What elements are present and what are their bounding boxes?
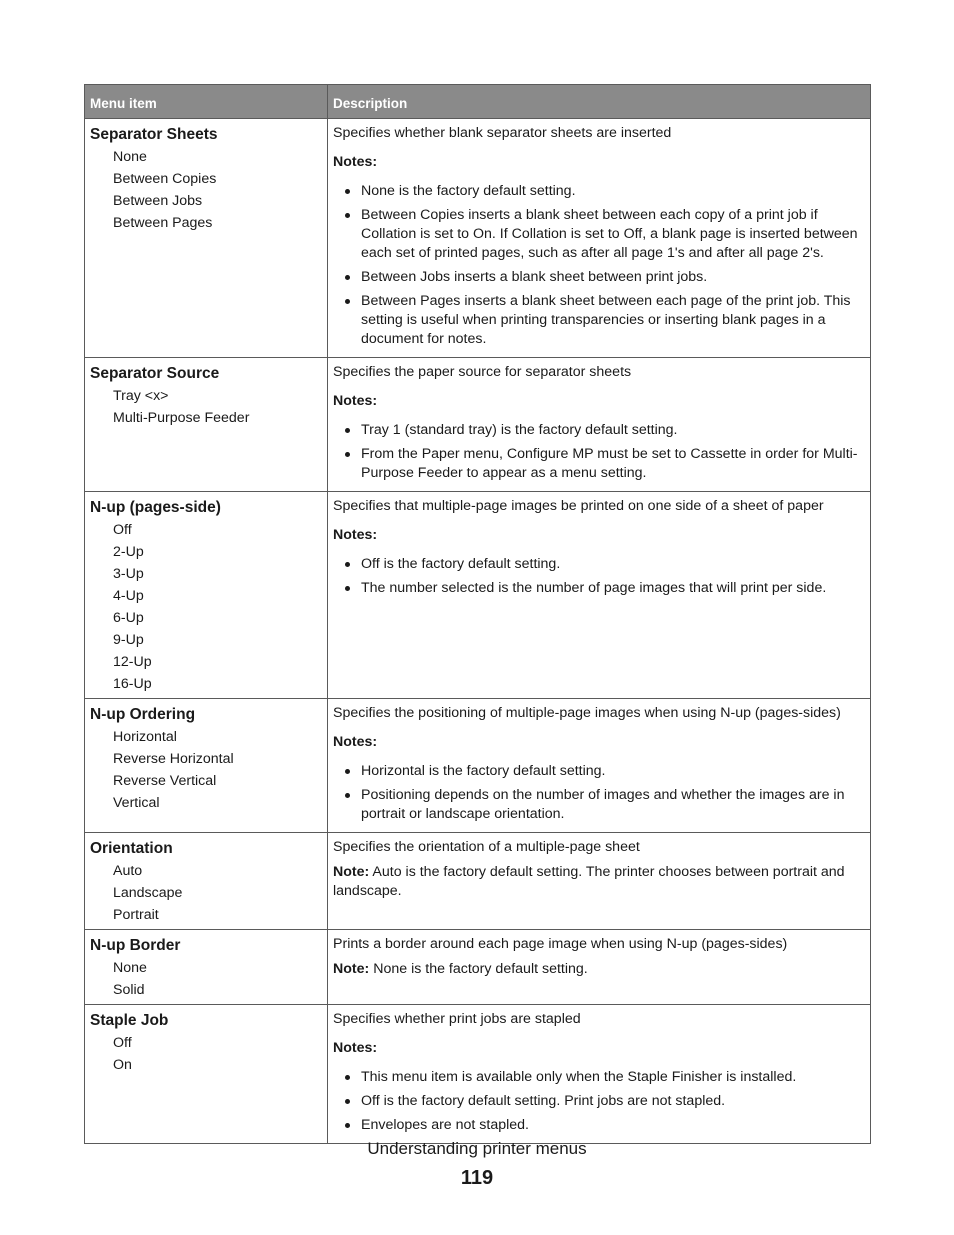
menu-item-cell (85, 930, 328, 1005)
menu-option: 4-Up (113, 588, 144, 604)
description-cell (328, 358, 871, 492)
notes-list (333, 555, 866, 598)
menu-option: Auto (113, 863, 143, 879)
table-row (85, 699, 871, 833)
footer-section-title: Understanding printer menus (367, 1139, 587, 1158)
note-item: The number selected is the number of page images that will print per side. (333, 579, 866, 598)
note-item: Between Copies inserts a blank sheet between each copy of a print job if Collation is set to On. If Collation is set to Off, a blank page is inserted between each set of printed pages, such as after all page 1's and after all page 2's. (333, 206, 866, 263)
note-item: Between Jobs inserts a blank sheet between print jobs. (333, 268, 866, 287)
menu-table (84, 84, 871, 1144)
menu-item-cell (85, 1005, 328, 1144)
menu-option: Vertical (113, 795, 160, 811)
description-text: Specifies that multiple-page images be printed on one side of a sheet of paper (333, 498, 824, 514)
header-menu-item: Menu item (85, 85, 328, 119)
menu-item-title: Orientation (90, 840, 173, 857)
note-item: Envelopes are not stapled. (333, 1116, 866, 1135)
notes-label: Notes: (333, 393, 378, 409)
menu-item-cell (85, 833, 328, 930)
header-description: Description (328, 85, 871, 119)
note-label: Note: (333, 961, 370, 977)
description-cell (328, 119, 871, 358)
menu-option: 3-Up (113, 566, 144, 582)
table-row (85, 930, 871, 1005)
menu-option: None (113, 149, 147, 165)
menu-item-cell (85, 119, 328, 358)
note-text: None is the factory default setting. (369, 961, 588, 977)
note-item: This menu item is available only when the Staple Finisher is installed. (333, 1068, 866, 1087)
menu-option: Tray <x> (113, 388, 169, 404)
menu-item-title: Separator Sheets (90, 126, 218, 143)
menu-option: Portrait (113, 907, 159, 923)
menu-option: Reverse Horizontal (113, 751, 234, 767)
notes-list (333, 762, 866, 824)
menu-option: Between Copies (113, 171, 217, 187)
note-item: None is the factory default setting. (333, 182, 866, 201)
table-row (85, 833, 871, 930)
menu-option: Multi-Purpose Feeder (113, 410, 250, 426)
menu-option: 2-Up (113, 544, 144, 560)
note-item: Off is the factory default setting. Print jobs are not stapled. (333, 1092, 866, 1111)
notes-list (333, 182, 866, 349)
notes-list (333, 421, 866, 483)
menu-item-cell (85, 492, 328, 699)
notes-label: Notes: (333, 734, 378, 750)
note-line (333, 960, 866, 979)
description-text: Specifies the paper source for separator sheets (333, 364, 632, 380)
menu-item-title: N-up Border (90, 937, 181, 954)
table-row (85, 492, 871, 699)
menu-option: 6-Up (113, 610, 144, 626)
notes-label: Notes: (333, 154, 378, 170)
menu-option: Off (113, 522, 132, 538)
note-item: Between Pages inserts a blank sheet between each page of the print job. This setting is useful when printing transparencies or inserting blank pages in a document for notes. (333, 292, 866, 349)
menu-option: None (113, 960, 147, 976)
menu-option: Landscape (113, 885, 183, 901)
menu-option: 9-Up (113, 632, 144, 648)
menu-item-title: N-up Ordering (90, 706, 196, 723)
note-item: Positioning depends on the number of images and whether the images are in portrait or landscape orientation. (333, 786, 866, 824)
description-text: Specifies whether print jobs are stapled (333, 1011, 581, 1027)
description-cell (328, 1005, 871, 1144)
description-cell (328, 699, 871, 833)
menu-option: Solid (113, 982, 145, 998)
description-text: Specifies whether blank separator sheets are inserted (333, 125, 672, 141)
page-number: 119 (460, 1167, 494, 1189)
notes-list (333, 1068, 866, 1135)
menu-option: Off (113, 1035, 132, 1051)
table-header-row (85, 85, 871, 119)
note-item: From the Paper menu, Configure MP must be set to Cassette in order for Multi-Purpose Feeder to appear as a menu setting. (333, 445, 866, 483)
menu-item-title: Staple Job (90, 1012, 169, 1029)
table-row (85, 1005, 871, 1144)
menu-option: Between Jobs (113, 193, 203, 209)
menu-option: Horizontal (113, 729, 177, 745)
description-cell (328, 930, 871, 1005)
menu-option: On (113, 1057, 132, 1073)
description-cell (328, 833, 871, 930)
menu-item-title: Separator Source (90, 365, 220, 382)
description-cell (328, 492, 871, 699)
note-label: Note: (333, 864, 370, 880)
description-text: Specifies the orientation of a multiple-page sheet (333, 839, 640, 855)
note-item: Horizontal is the factory default setting. (333, 762, 866, 781)
menu-item-cell (85, 358, 328, 492)
note-item: Tray 1 (standard tray) is the factory default setting. (333, 421, 866, 440)
menu-option: 12-Up (113, 654, 152, 670)
menu-option: Between Pages (113, 215, 213, 231)
notes-label: Notes: (333, 1040, 378, 1056)
menu-option: 16-Up (113, 676, 152, 692)
menu-option: Reverse Vertical (113, 773, 217, 789)
note-text: Auto is the factory default setting. The printer chooses between portrait and landscape. (333, 864, 845, 899)
note-item: Off is the factory default setting. (333, 555, 866, 574)
menu-item-title: N-up (pages-side) (90, 499, 221, 516)
note-line (333, 863, 866, 901)
table-row (85, 119, 871, 358)
table-row (85, 358, 871, 492)
description-text: Prints a border around each page image when using N-up (pages-sides) (333, 936, 788, 952)
description-text: Specifies the positioning of multiple-page images when using N-up (pages-sides) (333, 705, 841, 721)
notes-label: Notes: (333, 527, 378, 543)
menu-item-cell (85, 699, 328, 833)
